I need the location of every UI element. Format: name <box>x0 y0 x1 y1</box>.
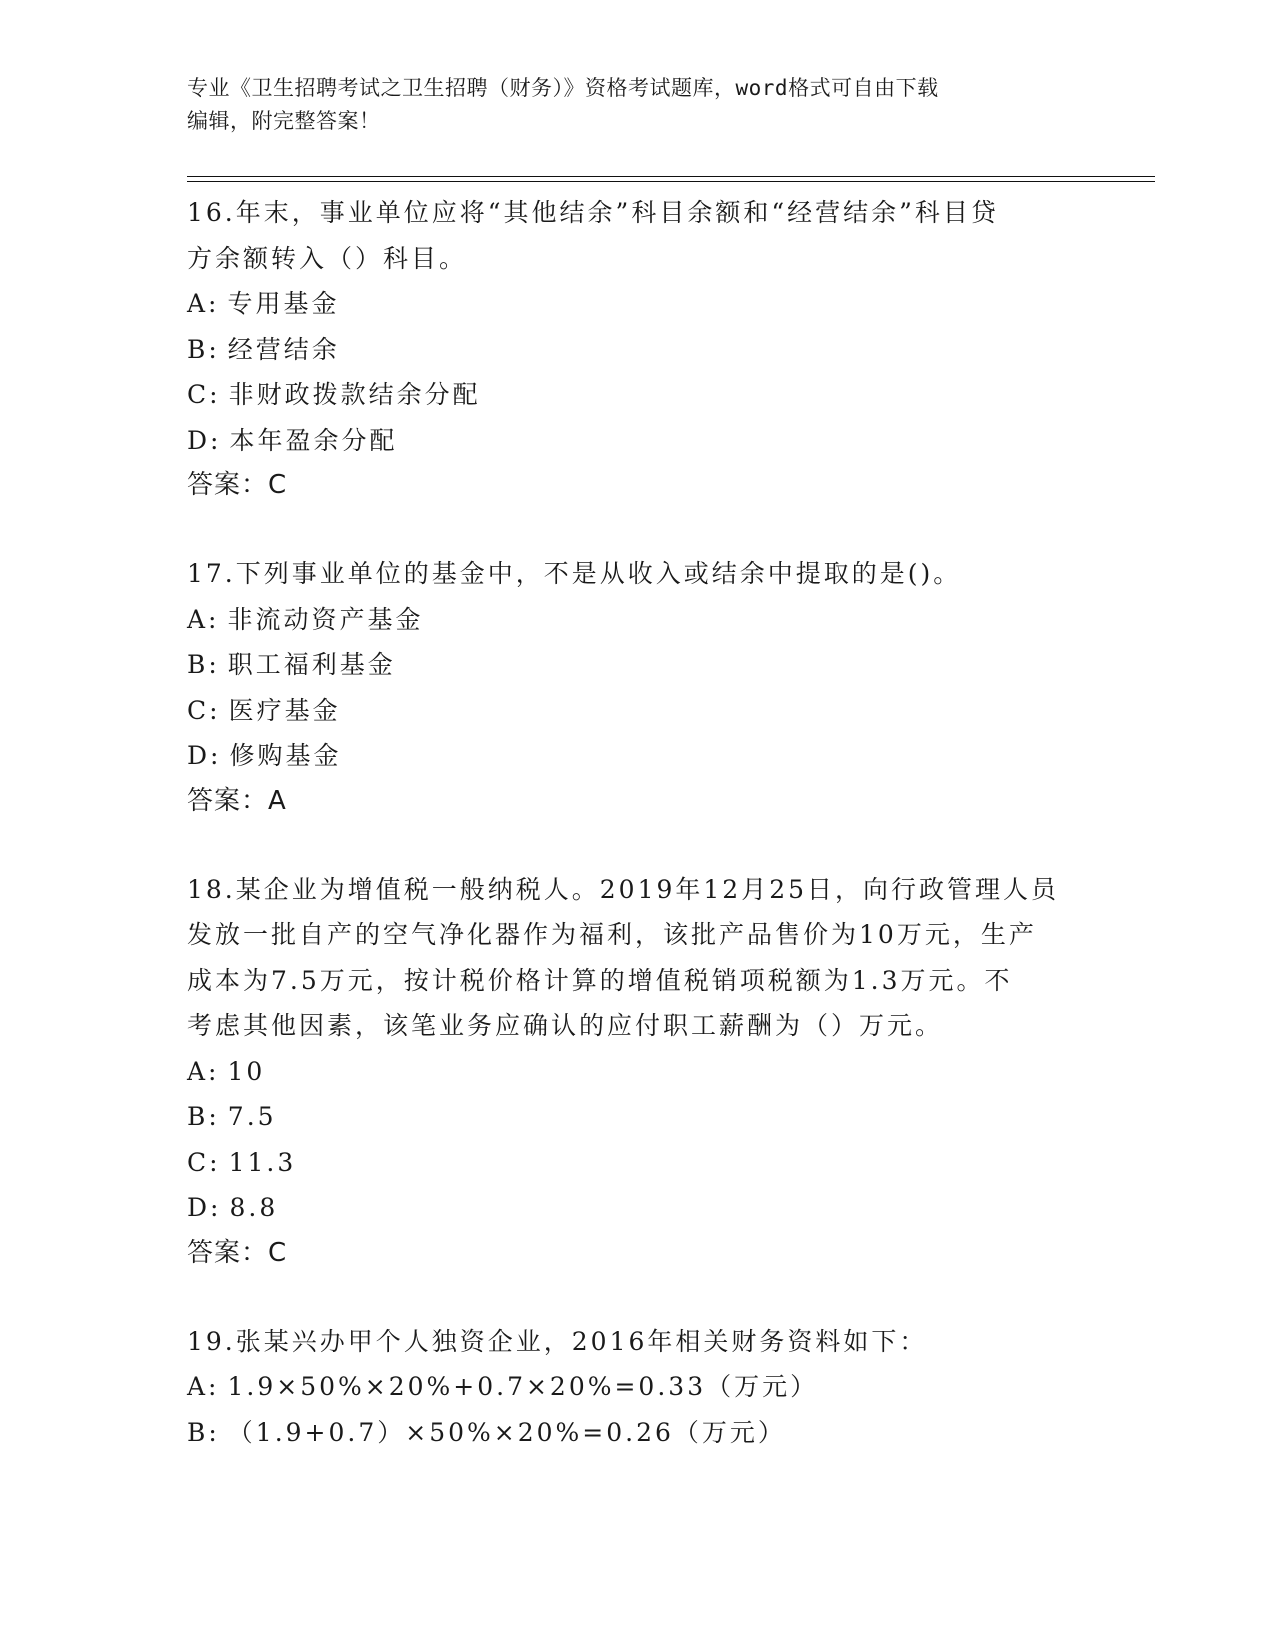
header-line-2: 编辑，附完整答案！ <box>187 109 381 133</box>
answer-option <box>187 1049 1087 1095</box>
option-key: C: <box>187 695 221 725</box>
answer-option <box>187 1410 1087 1456</box>
option-text: 10 <box>227 1056 266 1086</box>
question-stem-line: 17.下列事业单位的基金中，不是从收入或结余中提取的是()。 <box>187 559 962 588</box>
answer-option <box>187 597 1087 643</box>
option-key: A: <box>187 1056 220 1086</box>
option-key: C: <box>187 1147 221 1177</box>
question-list <box>187 190 1087 1498</box>
answer-option <box>187 1185 1087 1231</box>
option-key: A: <box>187 1372 220 1401</box>
option-text: 修购基金 <box>229 741 342 770</box>
answer-line: 答案：C <box>187 1237 288 1268</box>
option-key: A: <box>187 604 220 634</box>
question-block <box>187 190 1087 508</box>
question-block <box>187 551 1087 824</box>
option-text: 职工福利基金 <box>227 650 396 679</box>
option-text: 非流动资产基金 <box>227 604 424 634</box>
header-divider-bottom <box>187 181 1155 182</box>
option-text: 8.8 <box>229 1193 279 1222</box>
option-text: 本年盈余分配 <box>229 425 398 455</box>
answer-option <box>187 418 1087 464</box>
question-stem-line: 成本为7.5万元，按计税价格计算的增值税销项税额为1.3万元。不 <box>187 965 1013 995</box>
option-text: 1.9×50%×20%+0.7×20%=0.33（万元） <box>227 1372 819 1401</box>
option-key: B: <box>187 1417 220 1447</box>
question-block <box>187 1319 1087 1456</box>
question-stem-line: 18.某企业为增值税一般纳税人。2019年12月25日，向行政管理人员 <box>187 874 1060 904</box>
question-stem-line: 19.张某兴办甲个人独资企业，2016年相关财务资料如下： <box>187 1326 928 1356</box>
header-divider-top <box>187 176 1155 177</box>
question-stem-line: 发放一批自产的空气净化器作为福利，该批产品售价为10万元，生产 <box>187 920 1037 949</box>
option-text: 专用基金 <box>227 289 340 318</box>
option-key: B: <box>187 334 220 364</box>
answer-option <box>187 281 1087 327</box>
answer-line: 答案：A <box>187 785 287 816</box>
answer-option <box>187 688 1087 734</box>
option-text: 11.3 <box>228 1147 297 1177</box>
answer-option <box>187 1094 1087 1140</box>
answer-option <box>187 642 1087 688</box>
option-key: D: <box>187 425 222 455</box>
option-text: 经营结余 <box>227 334 340 364</box>
option-key: B: <box>187 1102 220 1131</box>
option-key: C: <box>187 380 221 409</box>
answer-line: 答案：C <box>187 470 288 500</box>
answer-option <box>187 372 1087 418</box>
document-header <box>187 72 1087 138</box>
option-key: A: <box>187 289 220 318</box>
answer-option <box>187 733 1087 779</box>
question-block <box>187 867 1087 1276</box>
option-key: D: <box>187 741 222 770</box>
answer-option <box>187 327 1087 373</box>
question-stem-line: 16.年末，事业单位应将“其他结余”科目余额和“经营结余”科目贷 <box>187 198 999 227</box>
answer-option <box>187 1140 1087 1186</box>
question-stem-line: 考虑其他因素，该笔业务应确认的应付职工薪酬为（）万元。 <box>187 1011 944 1040</box>
option-key: B: <box>187 650 220 679</box>
option-key: D: <box>187 1193 222 1222</box>
header-line-1: 专业《卫生招聘考试之卫生招聘（财务）》资格考试题库，word格式可自由下载 <box>187 76 939 100</box>
option-text: 7.5 <box>227 1102 277 1131</box>
option-text: 医疗基金 <box>228 695 341 725</box>
answer-option <box>187 1364 1087 1410</box>
option-text: 非财政拨款结余分配 <box>228 380 481 409</box>
question-stem-line: 方余额转入（）科目。 <box>187 243 468 273</box>
option-text: （1.9+0.7）×50%×20%=0.26（万元） <box>227 1417 786 1447</box>
